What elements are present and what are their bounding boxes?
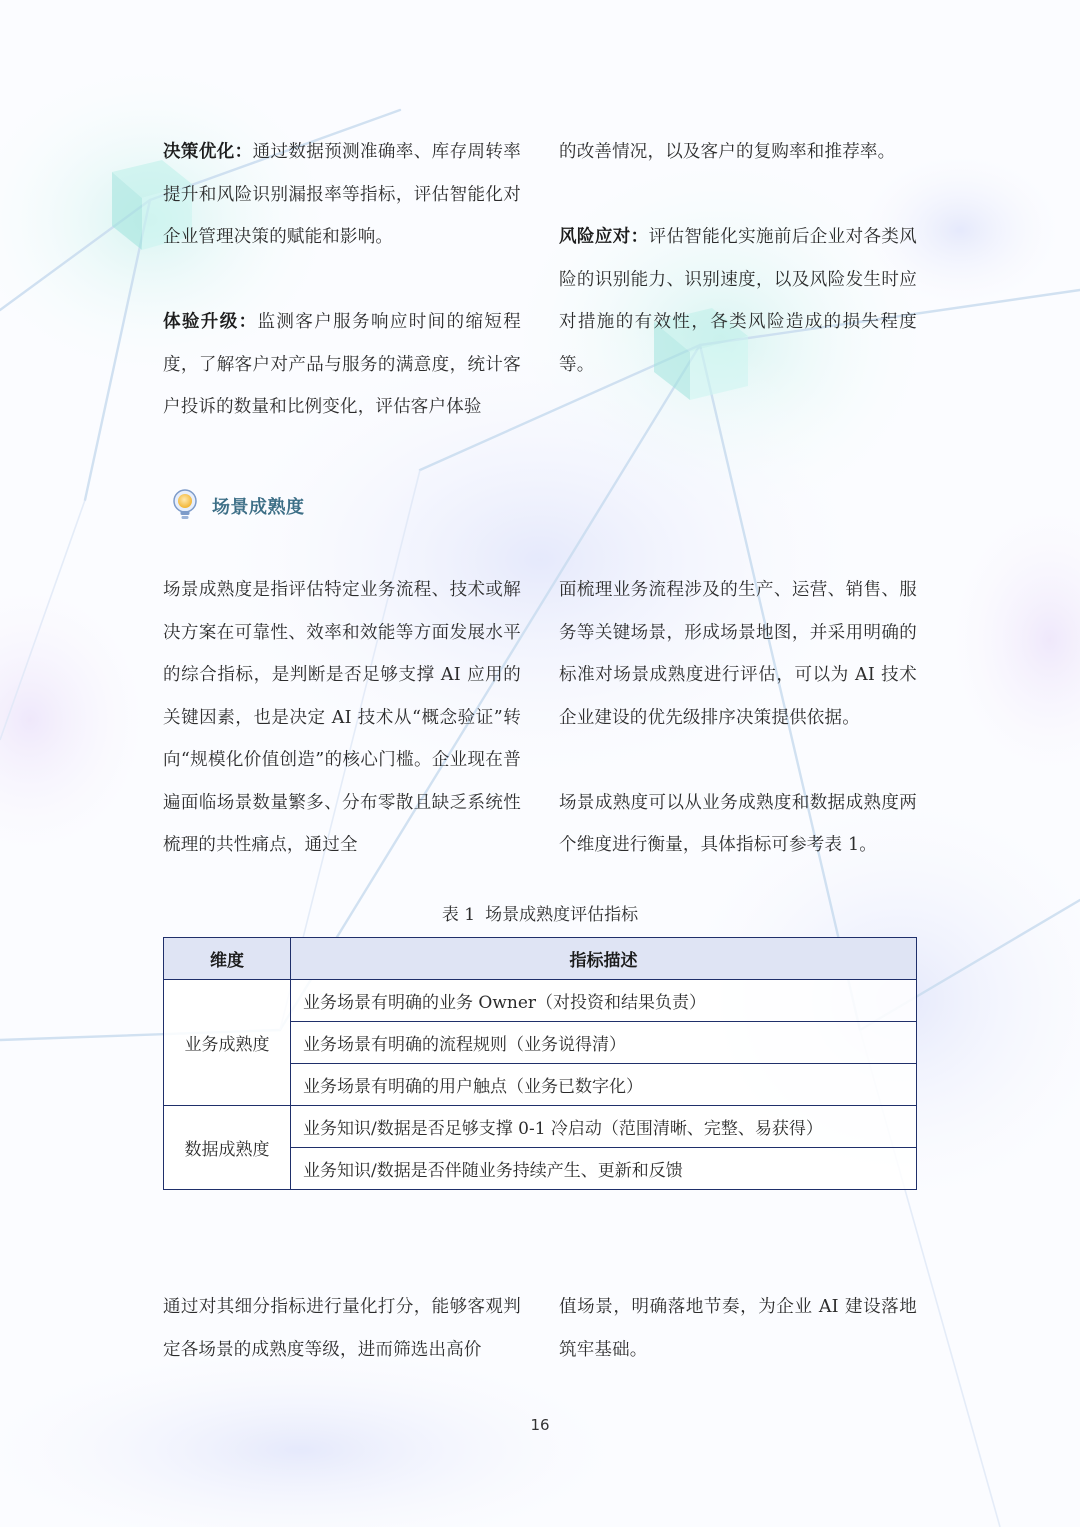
- table-caption-number: 表 1: [441, 905, 476, 925]
- paragraph-maturity-definition: 场景成熟度是指评估特定业务流程、技术或解决方案在可靠性、效率和效能等方面发展水平的综合指标，是判断是否足够支撑 AI 应用的关键因素，也是决定 AI 技术从“概念验证”转向“规模化价值创造”的核心门槛。企业现在普遍面临场景数量繁多、分布零散且缺乏系统性梳理的共性痛点，通过全: [163, 580, 521, 855]
- bottom-left-column: [163, 1286, 521, 1371]
- maturity-metrics-table: [163, 937, 917, 1190]
- paragraph-text: 的改善情况，以及客户的复购率和推荐率。: [559, 142, 896, 162]
- paragraph-text: 评估智能化实施前后企业对各类风险的识别能力、识别速度，以及风险发生时应对措施的有效性，各类风险造成的损失程度等。: [559, 227, 918, 375]
- top-left-column: [163, 131, 521, 429]
- paragraph-continuation: [559, 131, 917, 174]
- table-caption: [163, 900, 917, 930]
- paragraph-maturity-dimensions: 场景成熟度可以从业务成熟度和数据成熟度两个维度进行衡量，具体指标可参考表 1。: [559, 792, 917, 855]
- paragraph-scoring: 通过对其细分指标进行量化打分，能够客观判定各场景的成熟度等级，进而筛选出高价: [163, 1297, 521, 1360]
- paragraph-text: 通过数据预测准确率、库存周转率提升和风险识别漏报率等指标，评估智能化对企业管理决策的赋能和影响。: [163, 142, 522, 247]
- table-row: [164, 1106, 917, 1148]
- body-left-column: [163, 569, 521, 867]
- paragraph-lead: 决策优化：: [163, 142, 253, 162]
- table-header-description: 指标描述: [291, 938, 917, 980]
- table-cell-description: 业务场景有明确的业务 Owner（对投资和结果负责）: [291, 980, 917, 1022]
- bottom-right-column: [559, 1286, 917, 1371]
- paragraph-lead: 体验升级：: [163, 312, 258, 332]
- table-header-dimension: 维度: [164, 938, 291, 980]
- table-dimension-data: 数据成熟度: [164, 1106, 291, 1190]
- table-cell-description: 业务知识/数据是否伴随业务持续产生、更新和反馈: [291, 1148, 917, 1190]
- table-header-row: [164, 938, 917, 980]
- lightbulb-icon: [172, 489, 198, 523]
- table-cell-description: 业务场景有明确的流程规则（业务说得清）: [291, 1022, 917, 1064]
- table-row: [164, 980, 917, 1022]
- page-number: 16: [530, 1416, 550, 1434]
- top-right-column: [559, 131, 917, 386]
- body-right-column: [559, 569, 917, 867]
- paragraph-experience: [163, 301, 521, 429]
- table-cell-description: 业务场景有明确的用户触点（业务已数字化）: [291, 1064, 917, 1106]
- paragraph-risk: [559, 216, 917, 386]
- table-caption-title: 场景成熟度评估指标: [485, 905, 639, 925]
- paragraph-decision: [163, 131, 521, 259]
- section-title: 场景成熟度: [212, 497, 305, 518]
- table-dimension-business: 业务成熟度: [164, 980, 291, 1106]
- table-cell-description: 业务知识/数据是否足够支撑 0-1 冷启动（范围清晰、完整、易获得）: [291, 1106, 917, 1148]
- paragraph-scoring-continuation: 值场景，明确落地节奏，为企业 AI 建设落地筑牢基础。: [559, 1297, 917, 1360]
- paragraph-lead: 风险应对：: [559, 227, 649, 247]
- paragraph-maturity-continuation: 面梳理业务流程涉及的生产、运营、销售、服务等关键场景，形成场景地图，并采用明确的标准对场景成熟度进行评估，可以为 AI 技术企业建设的优先级排序决策提供依据。: [559, 580, 917, 728]
- paragraph-text: 监测客户服务响应时间的缩短程度，了解客户对产品与服务的满意度，统计客户投诉的数量和比例变化，评估客户体验: [163, 312, 521, 417]
- section-heading: [172, 488, 305, 524]
